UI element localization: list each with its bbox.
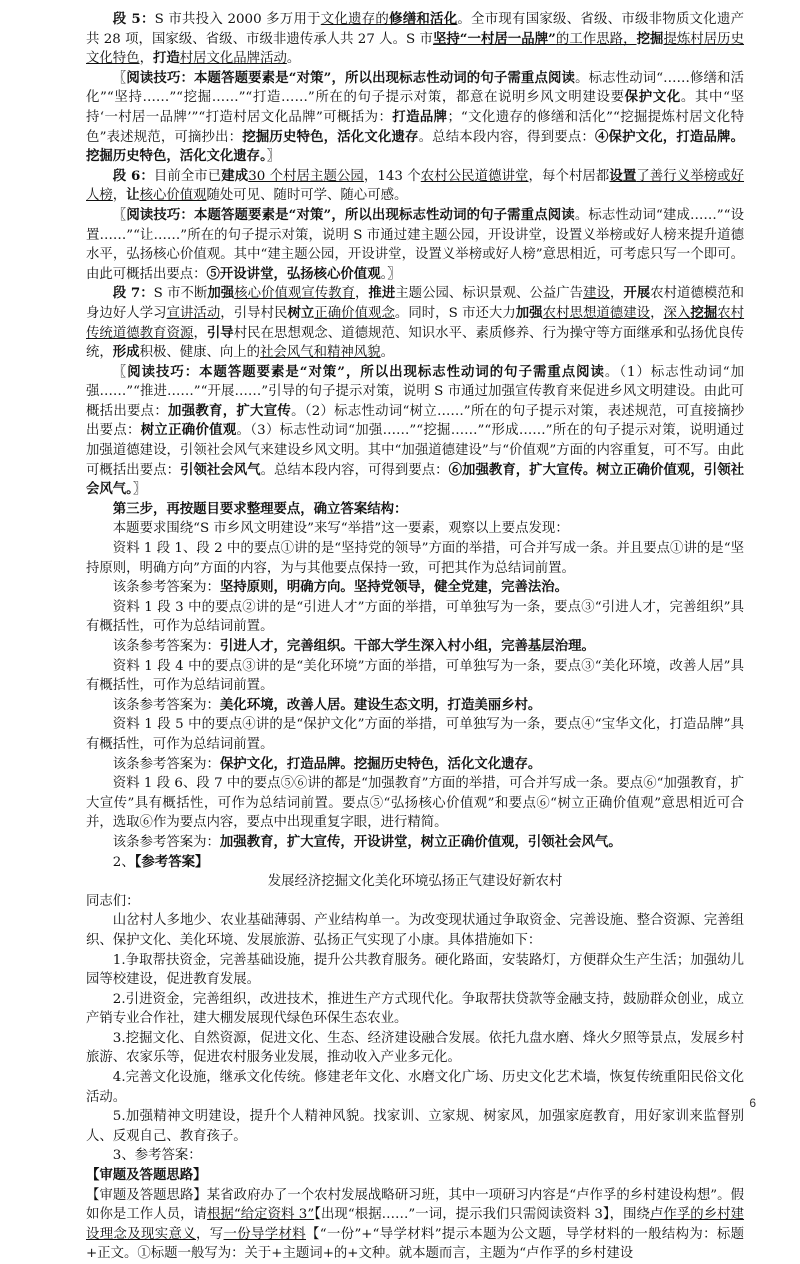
step3-material-2: 资料 1 段 3 中的要点②讲的是“引进人才”方面的举措，可单独写为一条，要点③“引进人才，完善组织”具有概括性，可作为总结词前置。 [86, 599, 744, 635]
section-3-heading: 3、参考答案： [112, 1148, 202, 1164]
section-2-item-1: 1.争取帮扶资金，完善基础设施，提升公共教育服务。硬化路面，安装路灯，方便群众生产生活；加强幼儿园等校建设，促进教育发展。 [86, 952, 744, 988]
step3-intro: 本题要求围绕“S 市乡风文明建设”来写“举措”这一要素，观察以上要点发现： [112, 521, 569, 537]
section-2-heading: 2、【参考答案】 [112, 853, 209, 870]
step3-material-1: 资料 1 段 1、段 2 中的要点①讲的是“坚持党的领导”方面的举措，可合并写成一条。并且要点①讲的是“坚持原则，明确方向”方面的内容，为与其他要点保持一致，可把其作为总结词前置。 [86, 541, 744, 576]
section-2-title: 发展经济挖掘文化美化环境弘扬正气建设好新农村 [267, 874, 563, 890]
reading-tip-6: 〖阅读技巧：本题答题要素是“对策”，所以出现标志性动词的句子需重点阅读。标志性动词“建成……”“设置……”“让……”所在的句子提示对策，说明 S 市通过建主题公园，开设讲堂，设置义举榜或好人榜来提升道德水平，弘扬核心价值观。其中“建主题公园，开设讲堂，设置义举榜或好人榜”意思相近，可考虑只写一个即可。由此可概括出要点：⑤开设讲堂，弘扬核心价值观。〗 [86, 206, 744, 282]
page-number: 6 [749, 1096, 756, 1110]
section-2-item-2: 2.引进资金，完善组织，改进技术，推进生产方式现代化。争取帮扶贷款等金融支持，鼓励群众创业，成立产销专业合作社，建大棚发展现代绿色环保生态农业。 [86, 991, 744, 1027]
step3-answer-2: 该条参考答案为：引进人才，完善组织。干部大学生深入村小组，完善基层治理。 [112, 638, 595, 654]
reading-tip-5: 〖阅读技巧：本题答题要素是“对策”，所以出现标志性动词的句子需重点阅读。标志性动词“……修缮和活化”“坚持……”“挖掘……”“打造……”所在的句子提示对策，都意在说明乡风文明建设要保护文化。其中“坚持‘一村居一品牌’”“打造村居文化品牌”可概括为：打造品牌；“文化遗存的修缮和活化”“挖掘提炼村居文化特色”表述规范，可摘抄出：挖掘历史特色，活化文化遗存。总结本段内容，得到要点：④保护文化，打造品牌。挖掘历史特色，活化文化遗存。〗 [86, 69, 745, 165]
step3-answer-5: 该条参考答案为：加强教育，扩大宣传，开设讲堂，树立正确价值观，引领社会风气。 [112, 833, 622, 850]
paragraph-6: 段 6：目前全市已建成30 个村居主题公园，143 个农村公民道德讲堂，每个村居都设置了善行义举榜或好人榜，让核心价值观随处可见、随时可学、随心可感。 [86, 167, 745, 204]
reading-tip-7: 〖阅读技巧：本题答题要素是“对策”，所以出现标志性动词的句子需重点阅读。（1）标志性动词“加强……”“推进……”“开展……”引导的句子提示对策，说明 S 市通过加强宣传教育来促进乡风文明建设。由此可概括出要点：加强教育，扩大宣传。（2）标志性动词“树立……”所在的句子提示对策，表述规范，可直接摘抄出要点：树立正确价值观。（3）标志性动词“加强……”“挖掘……”“形成……”所在的句子提示对策，说明通过加强道德建设，引领社会风气来建设乡风文明。其中“加强道德建设”与“价值观”方面的内容重复，可不写。由此可概括出要点：引领社会风气。总结本段内容，可得到要点：⑥加强教育，扩大宣传。树立正确价值观，引领社会风气。〗 [86, 363, 745, 498]
section-2-greeting: 同志们： [86, 893, 140, 909]
step3-material-4: 资料 1 段 5 中的要点④讲的是“保护文化”方面的举措，可单独写为一条，要点④“宝华文化，打造品牌”具有概括性，可作为总结词前置。 [86, 717, 744, 752]
section-3-subheading: 【审题及答题思路】 [86, 1167, 207, 1184]
section-2-item-4: 4.完善文化设施，继承文化传统。修建老年文化、水磨文化广场、历史文化艺术墙，恢复传统重阳民俗文化活动。 [86, 1070, 744, 1105]
step3-answer-1: 该条参考答案为：坚持原则，明确方向。坚持党领导，健全党建，完善法治。 [112, 579, 569, 596]
section-3-body: 【审题及答题思路】某省政府办了一个农村发展战略研习班，其中一项研习内容是“卢作孚的乡村建设构想”。假如你是工作人员，请根据“给定资料 3”【出现“根据……”一词，提示我们只需阅读资料 3】，围绕卢作孚的乡村建设理念及现实意义，写一份导学材料【“一份”+“导学材料”提示本题为公文题，导学材料的一般结构为：标题+正文。①标题一般写为：关于+主题词+的+文种。就本题而言，主题为“卢作孚的乡村建设 [86, 1187, 745, 1262]
step3-heading: 第三步，再按题目要求整理要点，确立答案结构： [112, 500, 408, 517]
section-2-item-5: 5.加强精神文明建设，提升个人精神风貌。找家训、立家规、树家风，加强家庭教育，用好家训来监督别人、反观自己、教育孩子。 [86, 1109, 744, 1144]
step3-material-3: 资料 1 段 4 中的要点③讲的是“美化环境”方面的举措，可单独写为一条，要点③“美化环境，改善人居”具有概括性，可作为总结词前置。 [86, 658, 744, 694]
paragraph-7: 段 7：S 市不断加强核心价值观宣传教育，推进主题公园、标识景观、公益广告建设，开展农村道德模范和身边好人学习宣讲活动，引导村民树立正确价值观念。同时，S 市还大力加强农村思想道德建设，深入挖掘农村传统道德教育资源，引导村民在思想观念、道德规范、知识水平、素质修养、行为操守等方面继承和弘扬优良传统，形成积极、健康、向上的社会风气和精神风貌。 [86, 285, 745, 361]
section-2-item-3: 3.挖掘文化、自然资源，促进文化、生态、经济建设融合发展。依托九盘水磨、烽火夕照等景点，发展乡村旅游、农家乐等，促进农村服务业发展，推动收入产业多元化。 [86, 1030, 744, 1066]
step3-answer-4: 该条参考答案为：保护文化，打造品牌。挖掘历史特色，活化文化遗存。 [112, 755, 542, 772]
step3-material-5: 资料 1 段 6、段 7 中的要点⑤⑥讲的都是“加强教育”方面的举措，可合并写成一条。要点⑥“加强教育，扩大宣传”具有概括性，可作为总结词前置。要点⑤“弘扬核心价值观”和要点⑥“树立正确价值观”意思相近可合并，选取⑥作为要点内容，要点中出现重复字眼，进行精简。 [86, 776, 744, 831]
paragraph-5: 段 5：S 市共投入 2000 多万用于文化遗存的修缮和活化。全市现有国家级、省级、市级非物质文化遗产共 28 项，国家级、省级、市级非遗传承人共 27 人。S 市坚持“一村居一品牌”的工作思路，挖掘提炼村居历史文化特色，打造村居文化品牌活动。 [86, 11, 745, 67]
step3-answer-3: 该条参考答案为：美化环境，改善人居。建设生态文明，打造美丽乡村。 [112, 696, 542, 713]
section-2-intro: 山岔村人多地少、农业基础薄弱、产业结构单一。为改变现状通过争取资金、完善设施、整合资源、完善组织、保护文化、美化环境、发展旅游、弘扬正气实现了小康。具体措施如下： [86, 913, 744, 948]
